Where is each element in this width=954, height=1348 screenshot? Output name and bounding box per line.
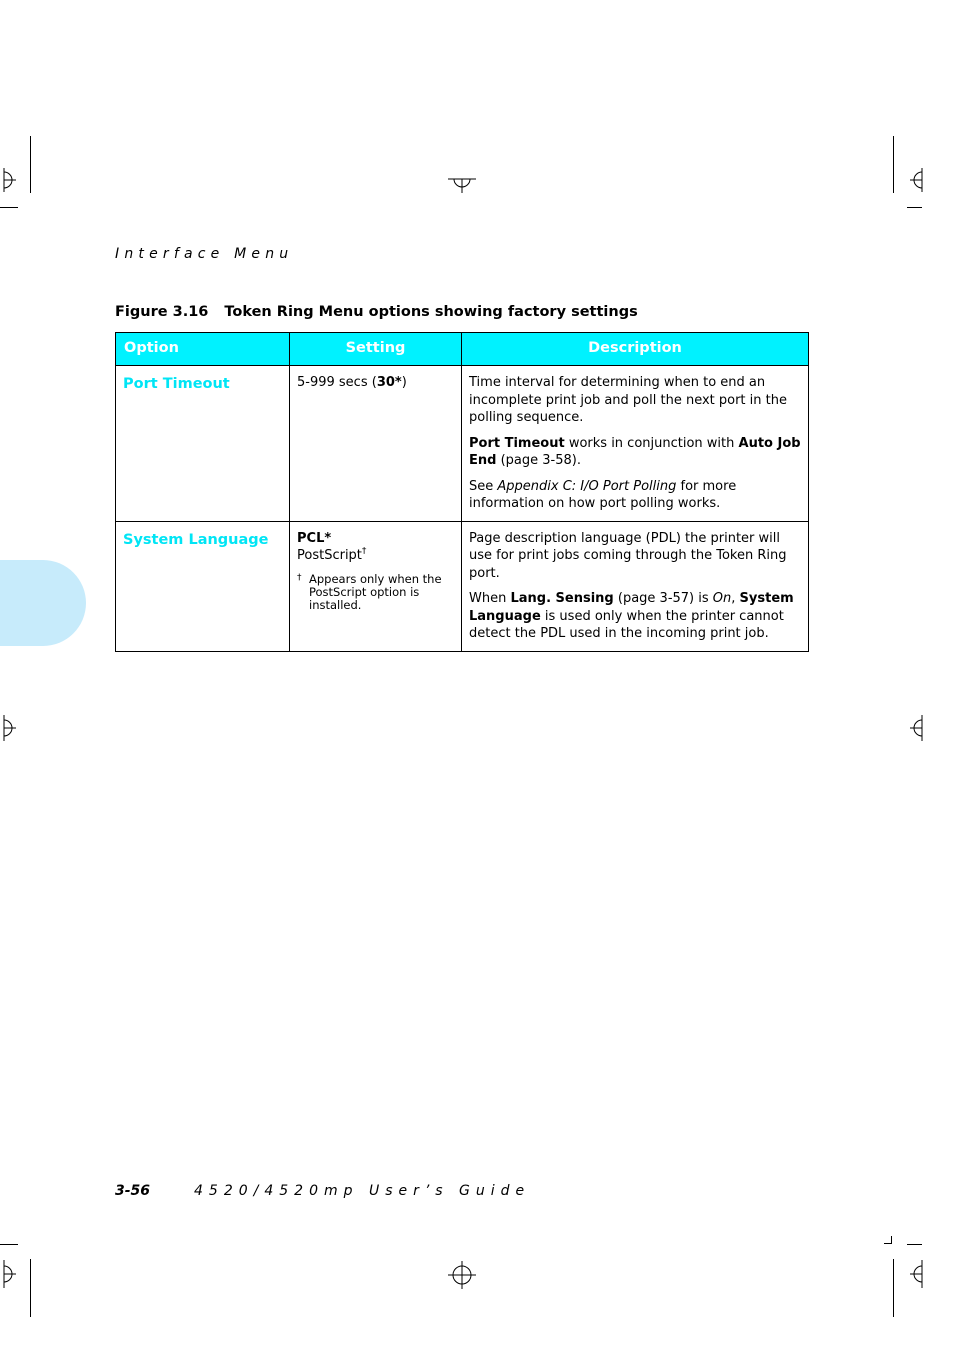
- dagger-mark: †: [361, 546, 367, 557]
- description-paragraph: [469, 590, 801, 643]
- description-paragraph: Time interval for determining when to end an incomplete print job and poll the next port in the polling sequence.: [469, 375, 787, 425]
- crop-mark: [30, 1259, 31, 1317]
- column-header-description: Description: [462, 333, 809, 366]
- value-on: On: [712, 591, 732, 606]
- setting-footnote: [297, 573, 454, 612]
- setting-cell: [290, 521, 462, 651]
- description-text: See: [469, 478, 498, 494]
- crop-mark: [0, 207, 18, 208]
- description-text: is used only when the printer cannot detect the PDL used in the incoming print job.: [469, 608, 784, 641]
- description-cell: [462, 521, 809, 651]
- page-number: 3-56: [115, 1183, 151, 1199]
- description-paragraph: [469, 435, 801, 470]
- description-text: ,: [731, 591, 740, 606]
- description-text: works in conjunction with: [564, 435, 739, 451]
- crop-mark: [891, 1236, 892, 1244]
- registration-mark-icon: [906, 1260, 926, 1288]
- crop-mark: [30, 136, 31, 193]
- setting-default: 30*: [376, 375, 402, 390]
- option-cell: [116, 521, 290, 651]
- appendix-reference: Appendix C: I/O Port Polling: [497, 478, 677, 494]
- registration-mark-icon: [906, 168, 926, 192]
- chapter-side-tab: [0, 560, 86, 646]
- term-system-language: System Language: [469, 591, 794, 624]
- footnote-dagger: †: [297, 572, 302, 583]
- description-text: for more information on how port polling works.: [469, 478, 737, 511]
- token-ring-options-table: [115, 332, 809, 652]
- description-cell: [462, 366, 809, 522]
- setting-range: 5-999 secs (: [297, 375, 377, 390]
- table-header-row: [116, 333, 809, 366]
- term-port-timeout: Port Timeout: [469, 435, 565, 451]
- setting-alt: PostScript: [297, 548, 362, 563]
- setting-suffix: ): [401, 375, 407, 390]
- description-paragraph: Page description language (PDL) the printer will use for print jobs coming through the Token Ring port.: [469, 530, 787, 581]
- registration-mark-icon: [448, 175, 476, 195]
- registration-mark-icon: [0, 715, 20, 741]
- registration-mark-icon: [0, 1260, 20, 1288]
- crop-mark: [893, 136, 894, 193]
- option-cell: [116, 366, 290, 522]
- column-header-setting: Setting: [290, 333, 462, 366]
- setting-default: PCL*: [297, 530, 332, 546]
- description-paragraph: [469, 478, 801, 513]
- registration-mark-icon: [906, 715, 926, 741]
- crop-mark: [0, 1244, 18, 1245]
- description-text: (page 3-58).: [496, 453, 581, 468]
- crop-mark: [893, 1259, 894, 1317]
- registration-mark-icon: [0, 168, 20, 192]
- table-row: [116, 521, 809, 651]
- option-port-timeout: Port Timeout: [123, 376, 230, 392]
- column-header-option: Option: [116, 333, 290, 366]
- description-text: (page 3-57) is: [613, 591, 713, 606]
- running-head: Interface Menu: [115, 246, 294, 262]
- figure-caption: [115, 304, 638, 320]
- setting-cell: [290, 366, 462, 522]
- registration-mark-icon: [448, 1261, 476, 1289]
- guide-title: 4520/4520mp User’s Guide: [194, 1183, 531, 1199]
- crop-mark: [907, 1244, 922, 1245]
- footnote-text: Appears only when the PostScript option is installed.: [309, 571, 442, 612]
- term-auto-job-end: Auto Job End: [469, 435, 801, 468]
- figure-title: Token Ring Menu options showing factory settings: [224, 304, 638, 320]
- crop-mark: [907, 207, 922, 208]
- figure-number: Figure 3.16: [115, 304, 209, 320]
- option-system-language: System Language: [123, 531, 269, 548]
- term-lang-sensing: Lang. Sensing: [510, 591, 614, 606]
- table-row: [116, 366, 809, 522]
- description-text: When: [469, 591, 511, 606]
